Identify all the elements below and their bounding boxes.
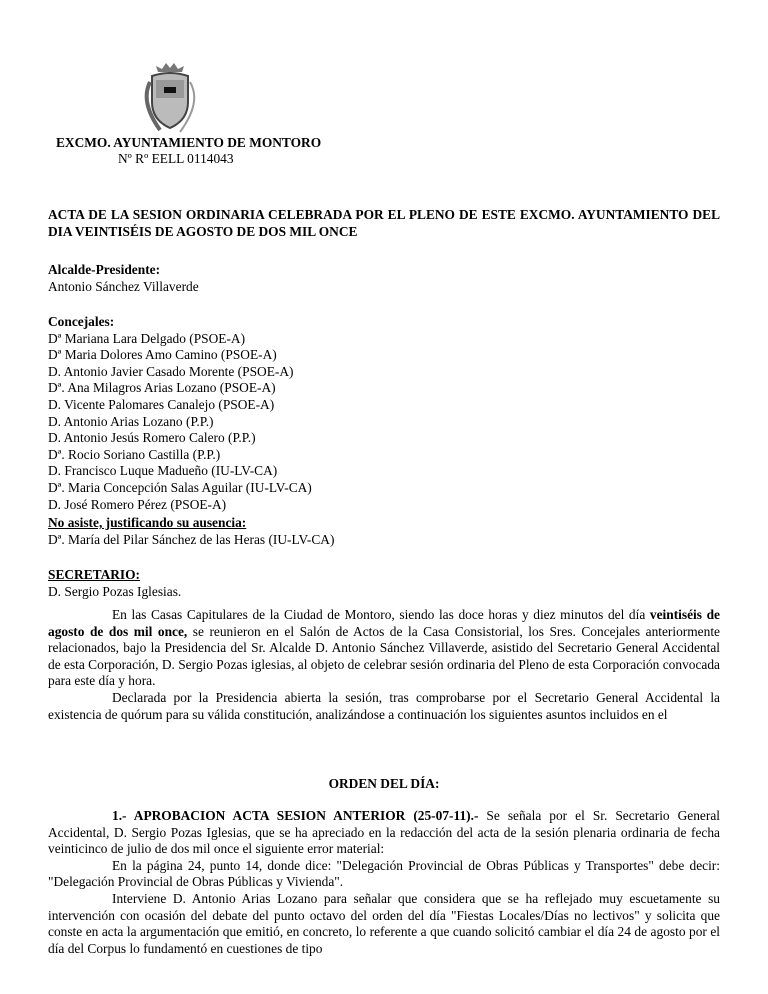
text: Se señala por el Sr. Secretario General Accidental, D. Sergio Pozas Iglesias, que se ha apreciado en la redacción del acta de la sesión plenaria ordinaria de fecha veinticinco de julio de dos mil once el siguiente error material:: [48, 808, 721, 857]
text: Interviene D. Antonio Arias Lozano para señalar que considera que se ha reflejado muy escuetamente su intervención con ocasión del debate del punto octavo del orden del día "Fiestas Locales/Días no lectivos" y solicita que conste en acta la argumentación que emitió, en concreto, lo referente a que cuando solicitó cambiar el día 24 de agosto por el día del Corpus lo fundamentó en cuestiones de tipo: [48, 890, 720, 956]
alcalde-section: [48, 262, 720, 295]
list-item: D. Vicente Palomares Canalejo (PSOE-A): [48, 396, 275, 412]
list-item: D. Antonio Javier Casado Morente (PSOE-A): [48, 363, 294, 379]
secretario-section: [48, 567, 720, 600]
paragraph-opening: [48, 607, 720, 690]
organization-name: EXCMO. AYUNTAMIENTO DE MONTORO: [56, 135, 322, 150]
alcalde-label: Alcalde-Presidente:: [48, 262, 161, 277]
secretario-name: D. Sergio Pozas Iglesias.: [48, 583, 182, 599]
concejales-label: Concejales:: [48, 314, 115, 329]
document-title: [48, 207, 720, 240]
item-heading: 1.- APROBACION ACTA SESION ANTERIOR (25-07-11).-: [112, 808, 479, 823]
list-item: D. Francisco Luque Madueño (IU-LV-CA): [48, 463, 278, 479]
coat-of-arms-logo: [130, 62, 210, 137]
list-item: Dª Mariana Lara Delgado (PSOE-A): [48, 330, 246, 346]
agenda-item-1: [48, 808, 720, 957]
concejales-section: [48, 314, 720, 513]
secretario-label: SECRETARIO:: [48, 567, 141, 582]
list-item: Dª. Ana Milagros Arias Lozano (PSOE-A): [48, 380, 276, 396]
list-item: D. Antonio Jesús Romero Calero (P.P.): [48, 430, 256, 446]
paragraph-declaration: [48, 690, 720, 723]
date-bold: veintiséis de agosto de dos mil once,: [48, 607, 721, 639]
ausencia-label: No asiste, justificando su ausencia:: [48, 515, 247, 530]
ausencia-section: [48, 515, 720, 548]
list-item: D. Antonio Arias Lozano (P.P.): [48, 413, 214, 429]
alcalde-name: Antonio Sánchez Villaverde: [48, 278, 199, 294]
title-text: ACTA DE LA SESION ORDINARIA CELEBRADA POR EL PLENO DE ESTE EXCMO. AYUNTAMIENTO DEL DIA VEINTISÉIS DE AGOSTO DE DOS MIL ONCE: [48, 207, 720, 239]
text: En las Casas Capitulares de la Ciudad de Montoro, siendo las doce horas y diez minutos del día: [112, 607, 650, 622]
list-item: D. José Romero Pérez (PSOE-A): [48, 496, 227, 512]
orden-del-dia-heading: ORDEN DEL DÍA:: [328, 776, 440, 791]
list-item: Dª. Rocio Soriano Castilla (P.P.): [48, 446, 221, 462]
list-item: Dª Maria Dolores Amo Camino (PSOE-A): [48, 347, 277, 363]
registry-number: Nº Rº EELL 0114043: [118, 151, 234, 166]
text: se reunieron en el Salón de Actos de la Casa Consistorial, los Sres. Concejales anteriormente relacionados, bajo la Presidencia del Sr. Alcalde D. Antonio Sánchez Villaverde, asistido del Secretario General Accidental de esta Corporación, D. Sergio Pozas iglesias, al objeto de celebrar sesión ordinaria del Pleno de esta Corporación convocada para este día y hora.: [48, 623, 720, 689]
ausencia-name: Dª. María del Pilar Sánchez de las Heras (IU-LV-CA): [48, 531, 335, 547]
text: Declarada por la Presidencia abierta la sesión, tras comprobarse por el Secretario General Accidental la existencia de quórum para su válida constitución, analizándose a continuación los siguientes asuntos incluidos en el: [48, 690, 720, 722]
text: En la página 24, punto 14, donde dice: "Delegación Provincial de Obras Públicas y Transportes" debe decir: "Delegación Provincial de Obras Públicas y Vivienda".: [48, 857, 720, 890]
list-item: Dª. Maria Concepción Salas Aguilar (IU-LV-CA): [48, 479, 312, 495]
